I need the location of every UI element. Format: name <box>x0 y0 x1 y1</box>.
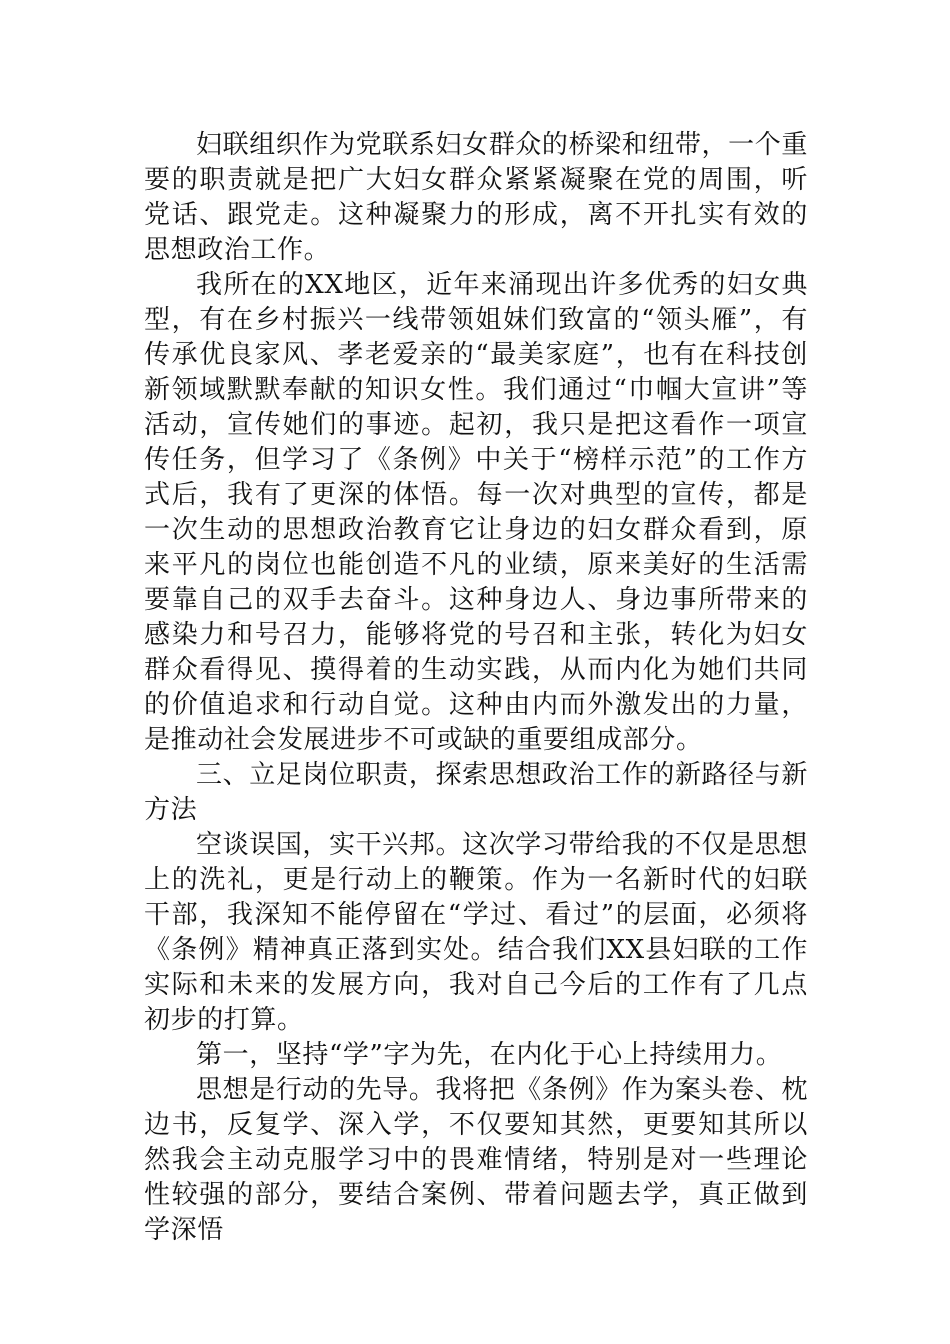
section-heading-three: 三、立足岗位职责，探索思想政治工作的新路径与新方法 <box>144 760 808 825</box>
document-body <box>144 128 808 1248</box>
paragraph-practice: 空谈误国，实干兴邦。这次学习带给我的不仅是思想上的洗礼，更是行动上的鞭策。作为一名新时代的妇联干部，我深知不能停留在“学过、看过”的层面，必须将《条例》精神真正落到实处。结合我们XX县妇联的工作实际和未来的发展方向，我对自己今后的工作有了几点初步的打算。 <box>144 830 808 1035</box>
paragraph-first-point: 第一，坚持“学”字为先，在内化于心上持续用力。 <box>196 1040 783 1070</box>
paragraph-study-plan: 思想是行动的先导。我将把《条例》作为案头卷、枕边书，反复学、深入学，不仅要知其然，更要知其所以然我会主动克服学习中的畏难情绪，特别是对一些理论性较强的部分，要结合案例、带着问题去学，真正做到学深悟 <box>144 1075 808 1245</box>
paragraph-intro: 妇联组织作为党联系妇女群众的桥梁和纽带，一个重要的职责就是把广大妇女群众紧紧凝聚在党的周围，听党话、跟党走。这种凝聚力的形成，离不开扎实有效的思想政治工作。 <box>144 130 808 265</box>
paragraph-women-role-models: 我所在的XX地区，近年来涌现出许多优秀的妇女典型，有在乡村振兴一线带领姐妹们致富的“领头雁”，有传承优良家风、孝老爱亲的“最美家庭”，也有在科技创新领域默默奉献的知识女性。我们通过“巾帼大宣讲”等活动，宣传她们的事迹。起初，我只是把这看作一项宣传任务，但学习了《条例》中关于“榜样示范”的工作方式后，我有了更深的体悟。每一次对典型的宣传，都是一次生动的思想政治教育它让身边的妇女群众看到，原来平凡的岗位也能创造不凡的业绩，原来美好的生活需要靠自己的双手去奋斗。这种身边人、身边事所带来的感染力和号召力，能够将党的号召和主张，转化为妇女群众看得见、摸得着的生动实践，从而内化为她们共同的价值追求和行动自觉。这种由内而外激发出的力量，是推动社会发展进步不可或缺的重要组成部分。 <box>144 270 808 755</box>
